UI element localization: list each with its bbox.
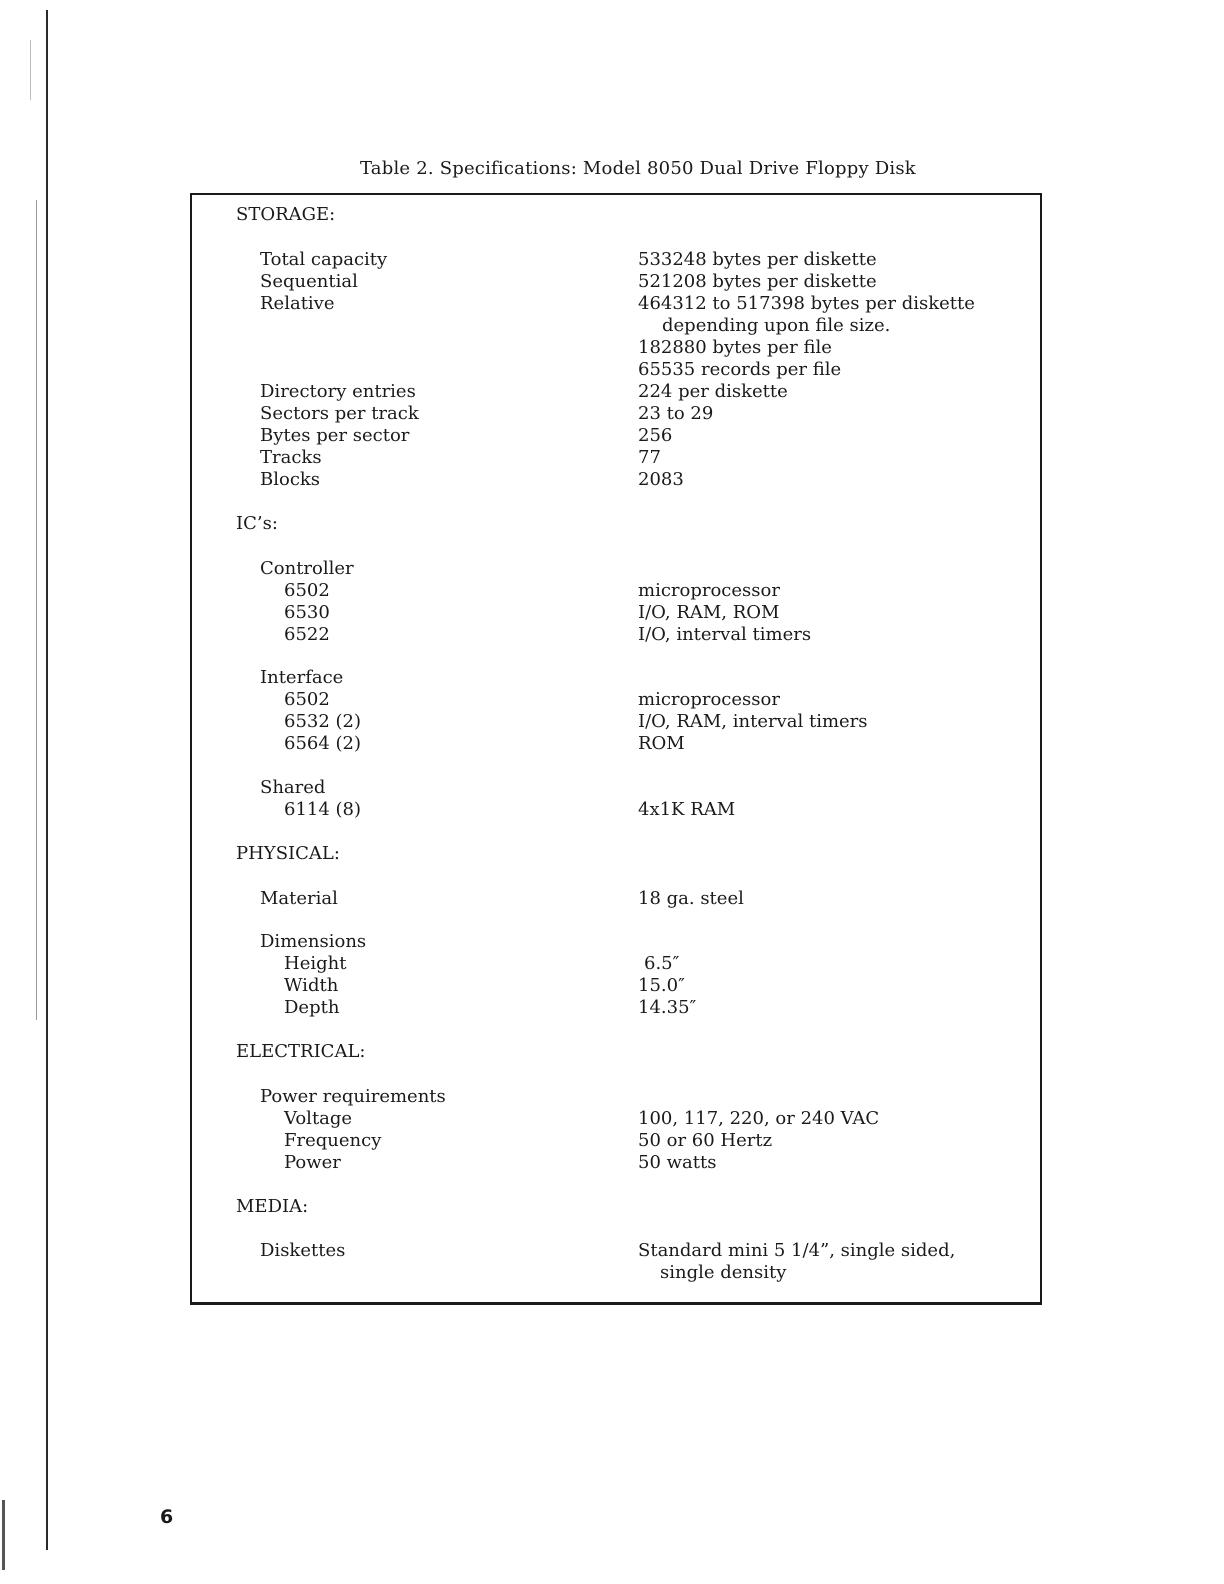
spec-label-shared: Shared: [260, 777, 326, 798]
spec-label-frequency: Frequency: [284, 1130, 382, 1151]
spec-label-power-requirements: Power requirements: [260, 1086, 446, 1107]
spec-value-total-capacity: 533248 bytes per diskette: [638, 249, 877, 270]
spec-value-directory-entries: 224 per diskette: [638, 381, 788, 402]
spec-label-width: Width: [284, 975, 339, 996]
specifications-table: [190, 193, 1042, 1305]
spec-label-relative: Relative: [260, 293, 335, 314]
spec-value-interface-6564: ROM: [638, 733, 685, 754]
section-heading-physical: PHYSICAL:: [236, 843, 340, 864]
spec-value-power: 50 watts: [638, 1152, 717, 1173]
spec-value-depth: 14.35″: [638, 997, 697, 1018]
binding-line: [46, 10, 48, 1550]
spec-label-controller-6502: 6502: [284, 580, 330, 601]
page-number: 6: [160, 1506, 174, 1528]
spec-value-blocks: 2083: [638, 469, 684, 490]
spec-value-width: 15.0″: [638, 975, 685, 996]
spec-label-total-capacity: Total capacity: [260, 249, 388, 270]
spec-label-sequential: Sequential: [260, 271, 358, 292]
spec-value-bytes-per-sector: 256: [638, 425, 673, 446]
spec-label-directory-entries: Directory entries: [260, 381, 416, 402]
spec-value-diskettes-density: single density: [660, 1262, 787, 1283]
spec-value-relative-range: 464312 to 517398 bytes per diskette: [638, 293, 975, 314]
spec-value-controller-6502: microprocessor: [638, 580, 780, 601]
section-heading-ics: IC’s:: [236, 513, 278, 534]
spec-value-height: 6.5″: [644, 953, 680, 974]
spec-label-controller-6522: 6522: [284, 624, 330, 645]
spec-value-tracks: 77: [638, 447, 661, 468]
spec-label-controller: Controller: [260, 558, 354, 579]
section-heading-electrical: ELECTRICAL:: [236, 1041, 366, 1062]
binding-edge: [0, 0, 58, 1584]
spec-label-material: Material: [260, 888, 338, 909]
spec-value-relative-note: depending upon file size.: [662, 315, 891, 336]
spec-label-blocks: Blocks: [260, 469, 321, 490]
spec-label-bytes-per-sector: Bytes per sector: [260, 425, 410, 446]
spec-value-sectors-per-track: 23 to 29: [638, 403, 714, 424]
spec-label-controller-6530: 6530: [284, 602, 330, 623]
spec-value-material: 18 ga. steel: [638, 888, 744, 909]
binding-line: [2, 1500, 5, 1570]
spec-label-depth: Depth: [284, 997, 340, 1018]
binding-line: [30, 40, 31, 100]
spec-label-height: Height: [284, 953, 347, 974]
spec-value-shared-6114: 4x1K RAM: [638, 799, 736, 820]
spec-value-voltage: 100, 117, 220, or 240 VAC: [638, 1108, 880, 1129]
spec-value-controller-6530: I/O, RAM, ROM: [638, 602, 780, 623]
spec-label-power: Power: [284, 1152, 341, 1173]
spec-label-shared-6114: 6114 (8): [284, 799, 362, 820]
spec-label-interface: Interface: [260, 667, 344, 688]
spec-label-interface-6502: 6502: [284, 689, 330, 710]
spec-value-diskettes: Standard mini 5 1/4”, single sided,: [638, 1240, 956, 1261]
spec-value-sequential: 521208 bytes per diskette: [638, 271, 877, 292]
spec-label-voltage: Voltage: [284, 1108, 353, 1129]
section-heading-media: MEDIA:: [236, 1196, 309, 1217]
table-title: Table 2. Specifications: Model 8050 Dual Drive Floppy Disk: [360, 158, 916, 179]
spec-label-sectors-per-track: Sectors per track: [260, 403, 419, 424]
spec-value-interface-6532: I/O, RAM, interval timers: [638, 711, 868, 732]
spec-value-frequency: 50 or 60 Hertz: [638, 1130, 773, 1151]
spec-value-controller-6522: I/O, interval timers: [638, 624, 812, 645]
spec-label-tracks: Tracks: [260, 447, 322, 468]
spec-label-interface-6564: 6564 (2): [284, 733, 362, 754]
spec-value-interface-6502: microprocessor: [638, 689, 780, 710]
spec-label-diskettes: Diskettes: [260, 1240, 346, 1261]
spec-value-relative-bytes-per-file: 182880 bytes per file: [638, 337, 832, 358]
spec-label-dimensions: Dimensions: [260, 931, 367, 952]
binding-line: [36, 200, 37, 1020]
section-heading-storage: STORAGE:: [236, 204, 336, 225]
spec-value-relative-records-per-file: 65535 records per file: [638, 359, 842, 380]
spec-label-interface-6532: 6532 (2): [284, 711, 362, 732]
